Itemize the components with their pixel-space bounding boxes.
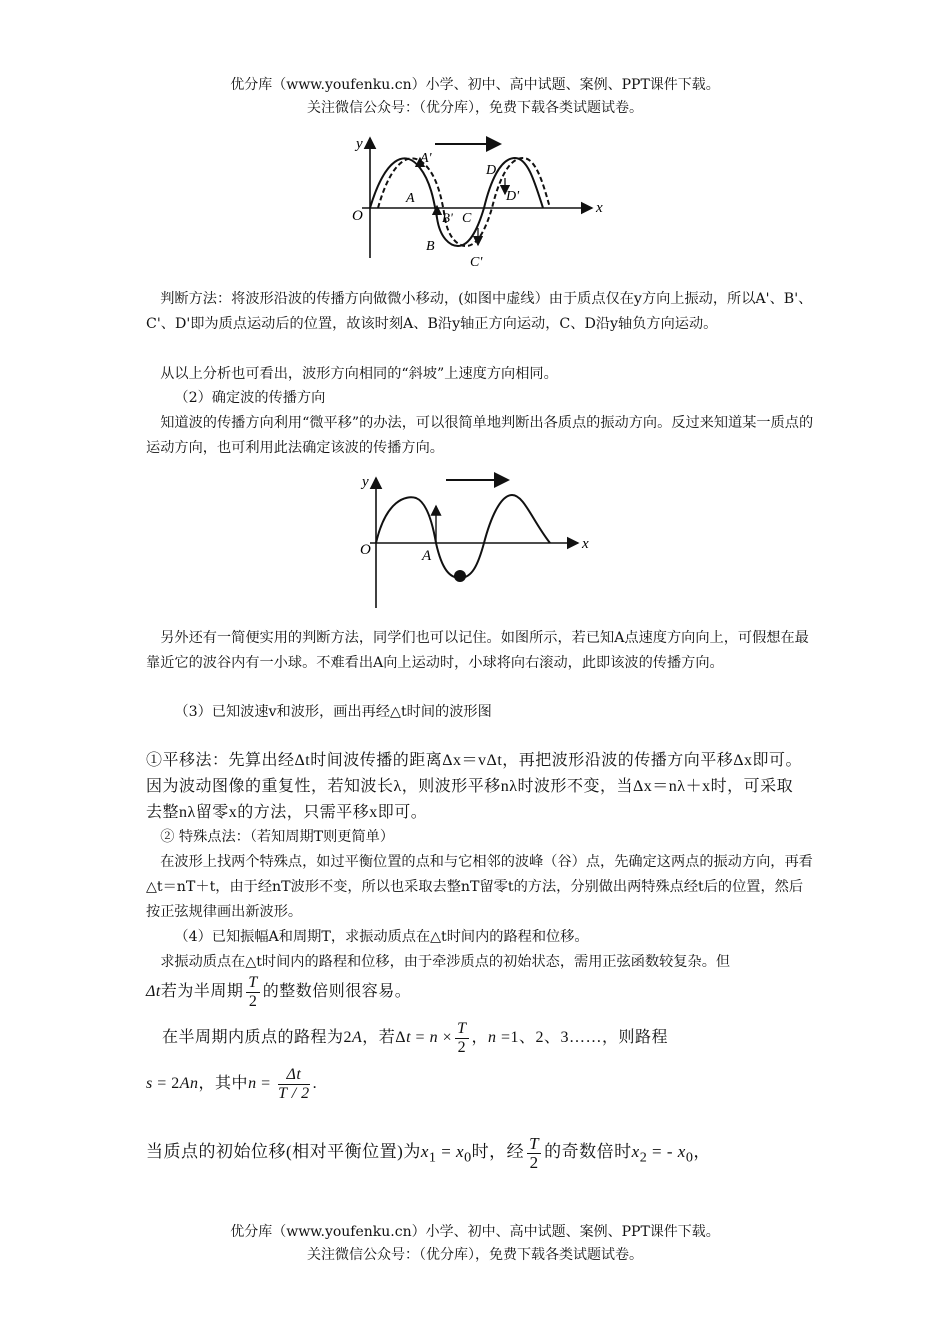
footer-line-2: 关注微信公众号：（优分库），免费下载各类试题试卷。	[307, 1247, 643, 1263]
paragraph-translation-method: ①平移法：先算出经Δt时间波传播的距离Δx＝vΔt，再把波形沿波的传播方向平移Δx即可。因为波动图像的重复性，若知波长λ，则波形平移nλ时波形不变，当Δx＝nλ＋x时，可采取去整nλ留零x的方法，只需平移x即可。	[146, 752, 803, 821]
paragraph-ball-method: 另外还有一简便实用的判断方法，同学们也可以记住。如图所示，若已知A点速度方向向上，可假想在最靠近它的波谷内有一小球。不难看出A向上运动时，小球将向右滚动，此即该波的传播方向。	[146, 630, 809, 671]
line-half-period	[146, 972, 816, 1012]
wave-2	[376, 495, 550, 578]
section-heading-4: （4）已知振幅A和周期T，求振动质点在△t时间内的路程和位移。	[174, 929, 589, 945]
paragraph-slope: 从以上分析也可看出，波形方向相同的“斜坡”上速度方向相同。	[160, 366, 558, 382]
wave-figure-2	[350, 470, 600, 615]
paragraph-amplitude: 求振动质点在△t时间内的路程和位移，由于牵涉质点的初始状态，需用正弦函数较复杂。但	[160, 954, 731, 970]
section-heading-2: （2）确定波的传播方向	[174, 390, 326, 406]
label-d: D	[486, 163, 497, 178]
delta-t: Δt	[146, 983, 161, 1000]
label-a-prime: A'	[420, 151, 432, 166]
paragraph-judge-method: 判断方法：将波形沿波的传播方向做微小移动，(如图中虚线）由于质点仅在y方向上振动，所以A'、B'、C'、D'即为质点运动后的位置，故该时刻A、B沿y轴正方向运动，C、D沿y轴负方向运动。	[146, 291, 813, 332]
label-c-prime: C'	[470, 255, 483, 270]
line-initial-displacement: 当质点的初始位移(相对平衡位置)为$x_1 = x_0$时，经 $\frac{T}{2}$ 的奇数倍时$x_2$ = - $x_0$，	[146, 1133, 711, 1172]
label-b-prime: B'	[442, 210, 453, 225]
dashed-wave	[378, 158, 550, 246]
line-s-formula: s = 2An，其中n = $\frac{\Delta t}{T / 2}$ .	[146, 1065, 318, 1102]
fraction-t-over-2: $\frac{T}{2}$	[248, 973, 258, 1010]
text-half-period: 若为半周期	[160, 983, 244, 1000]
ball-in-trough	[454, 570, 466, 582]
paragraph-direction: 知道波的传播方向利用“微平移”的办法，可以很简单地判断出各质点的振动方向。反过来知道某一质点的运动方向，也可利用此法确定该波的传播方向。	[146, 415, 814, 456]
label-x: x	[596, 200, 603, 216]
text-integer-multiple: 的整数倍则很容易。	[262, 983, 412, 1000]
header-line-1: 优分库（www.youfenku.cn）小学、初中、高中试题、案例、PPT课件下载。	[230, 77, 720, 93]
section-special-points: ② 特殊点法：（若知周期T则更简单）	[160, 829, 395, 845]
label-o: O	[352, 208, 363, 224]
label-d-prime: D'	[506, 189, 520, 204]
label-b: B	[426, 239, 435, 254]
section-heading-3: （3）已知波速v和波形，画出再经△t时间的波形图	[174, 704, 492, 720]
label-x-2: x	[582, 536, 589, 552]
wave-figure-1	[340, 128, 620, 273]
label-y: y	[356, 136, 363, 152]
label-o-2: O	[360, 542, 371, 558]
header-line-2: 关注微信公众号：（优分库），免费下载各类试题试卷。	[307, 100, 643, 116]
label-c: C	[462, 211, 472, 226]
label-a: A	[406, 191, 415, 206]
paragraph-special-points: 在波形上找两个特殊点，如过平衡位置的点和与它相邻的波峰（谷）点，先确定这两点的振动方向，再看△t＝nT＋t，由于经nT波形不变，所以也采取去整nT留零t的方法，分别做出两特殊点经t后的位置，然后按正弦规律画出新波形。	[146, 854, 813, 920]
footer-line-1: 优分库（www.youfenku.cn）小学、初中、高中试题、案例、PPT课件下载。	[230, 1224, 720, 1240]
label-a-2: A	[422, 548, 432, 564]
line-path-formula: 在半周期内质点的路程为2A，若Δt = n × $\frac{T}{2}$ ，n =1、2、3……，则路程	[162, 1019, 669, 1056]
label-y-2: y	[362, 474, 369, 490]
